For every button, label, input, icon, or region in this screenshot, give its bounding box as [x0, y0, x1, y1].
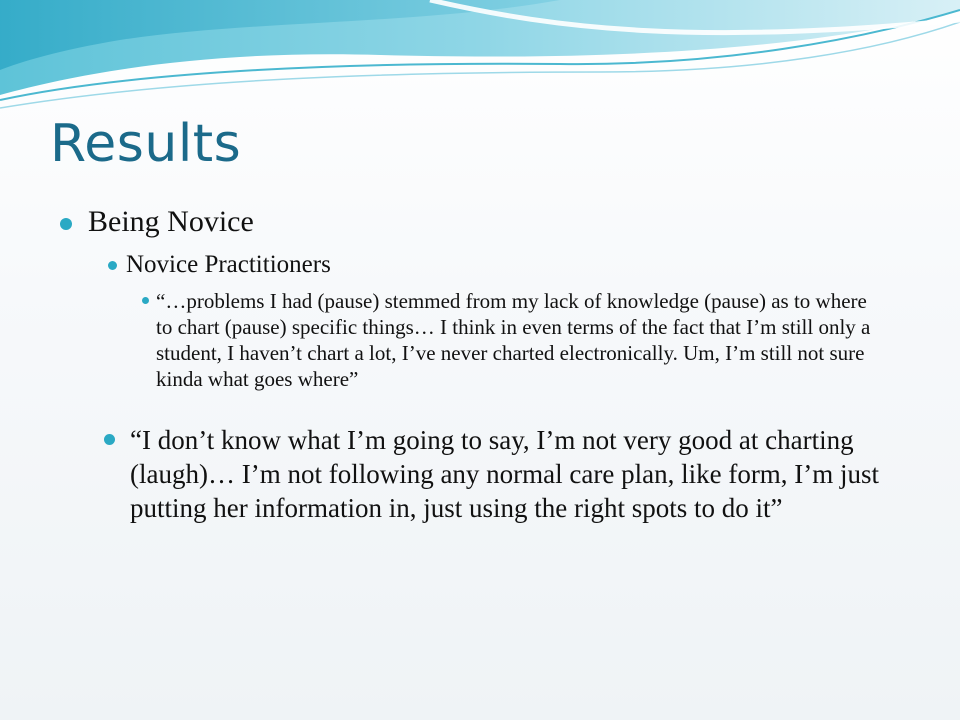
bullet-dot-icon	[104, 434, 115, 445]
bullet-text: Being Novice	[88, 205, 254, 238]
header-wave-decoration	[0, 0, 960, 120]
bullet-dot-icon	[108, 261, 117, 270]
bullet-level1-quote	[60, 423, 908, 525]
slide-title: Results	[50, 114, 242, 174]
slide-content	[60, 205, 920, 525]
bullet-level2-novice-practitioners	[108, 250, 920, 280]
bullet-level3-quote	[142, 288, 886, 393]
bullet-dot-icon	[142, 297, 149, 304]
bullet-dot-icon	[60, 218, 72, 230]
bullet-text: Novice Practitioners	[126, 250, 331, 278]
bullet-text: “…problems I had (pause) stemmed from my lack of knowledge (pause) as to where to chart (pause) specific things… I think in even terms of the fact that I’m still only a student, I haven’t chart a lot, I’ve never charted electronically. Um, I’m still not sure kinda what goes where”	[156, 288, 871, 392]
bullet-level1-being-novice	[60, 205, 920, 240]
bullet-text: “I don’t know what I’m going to say, I’m not very good at charting (laugh)… I’m not following any normal care plan, like form, I’m just putting her information in, just using the right spots to do it”	[130, 424, 880, 523]
